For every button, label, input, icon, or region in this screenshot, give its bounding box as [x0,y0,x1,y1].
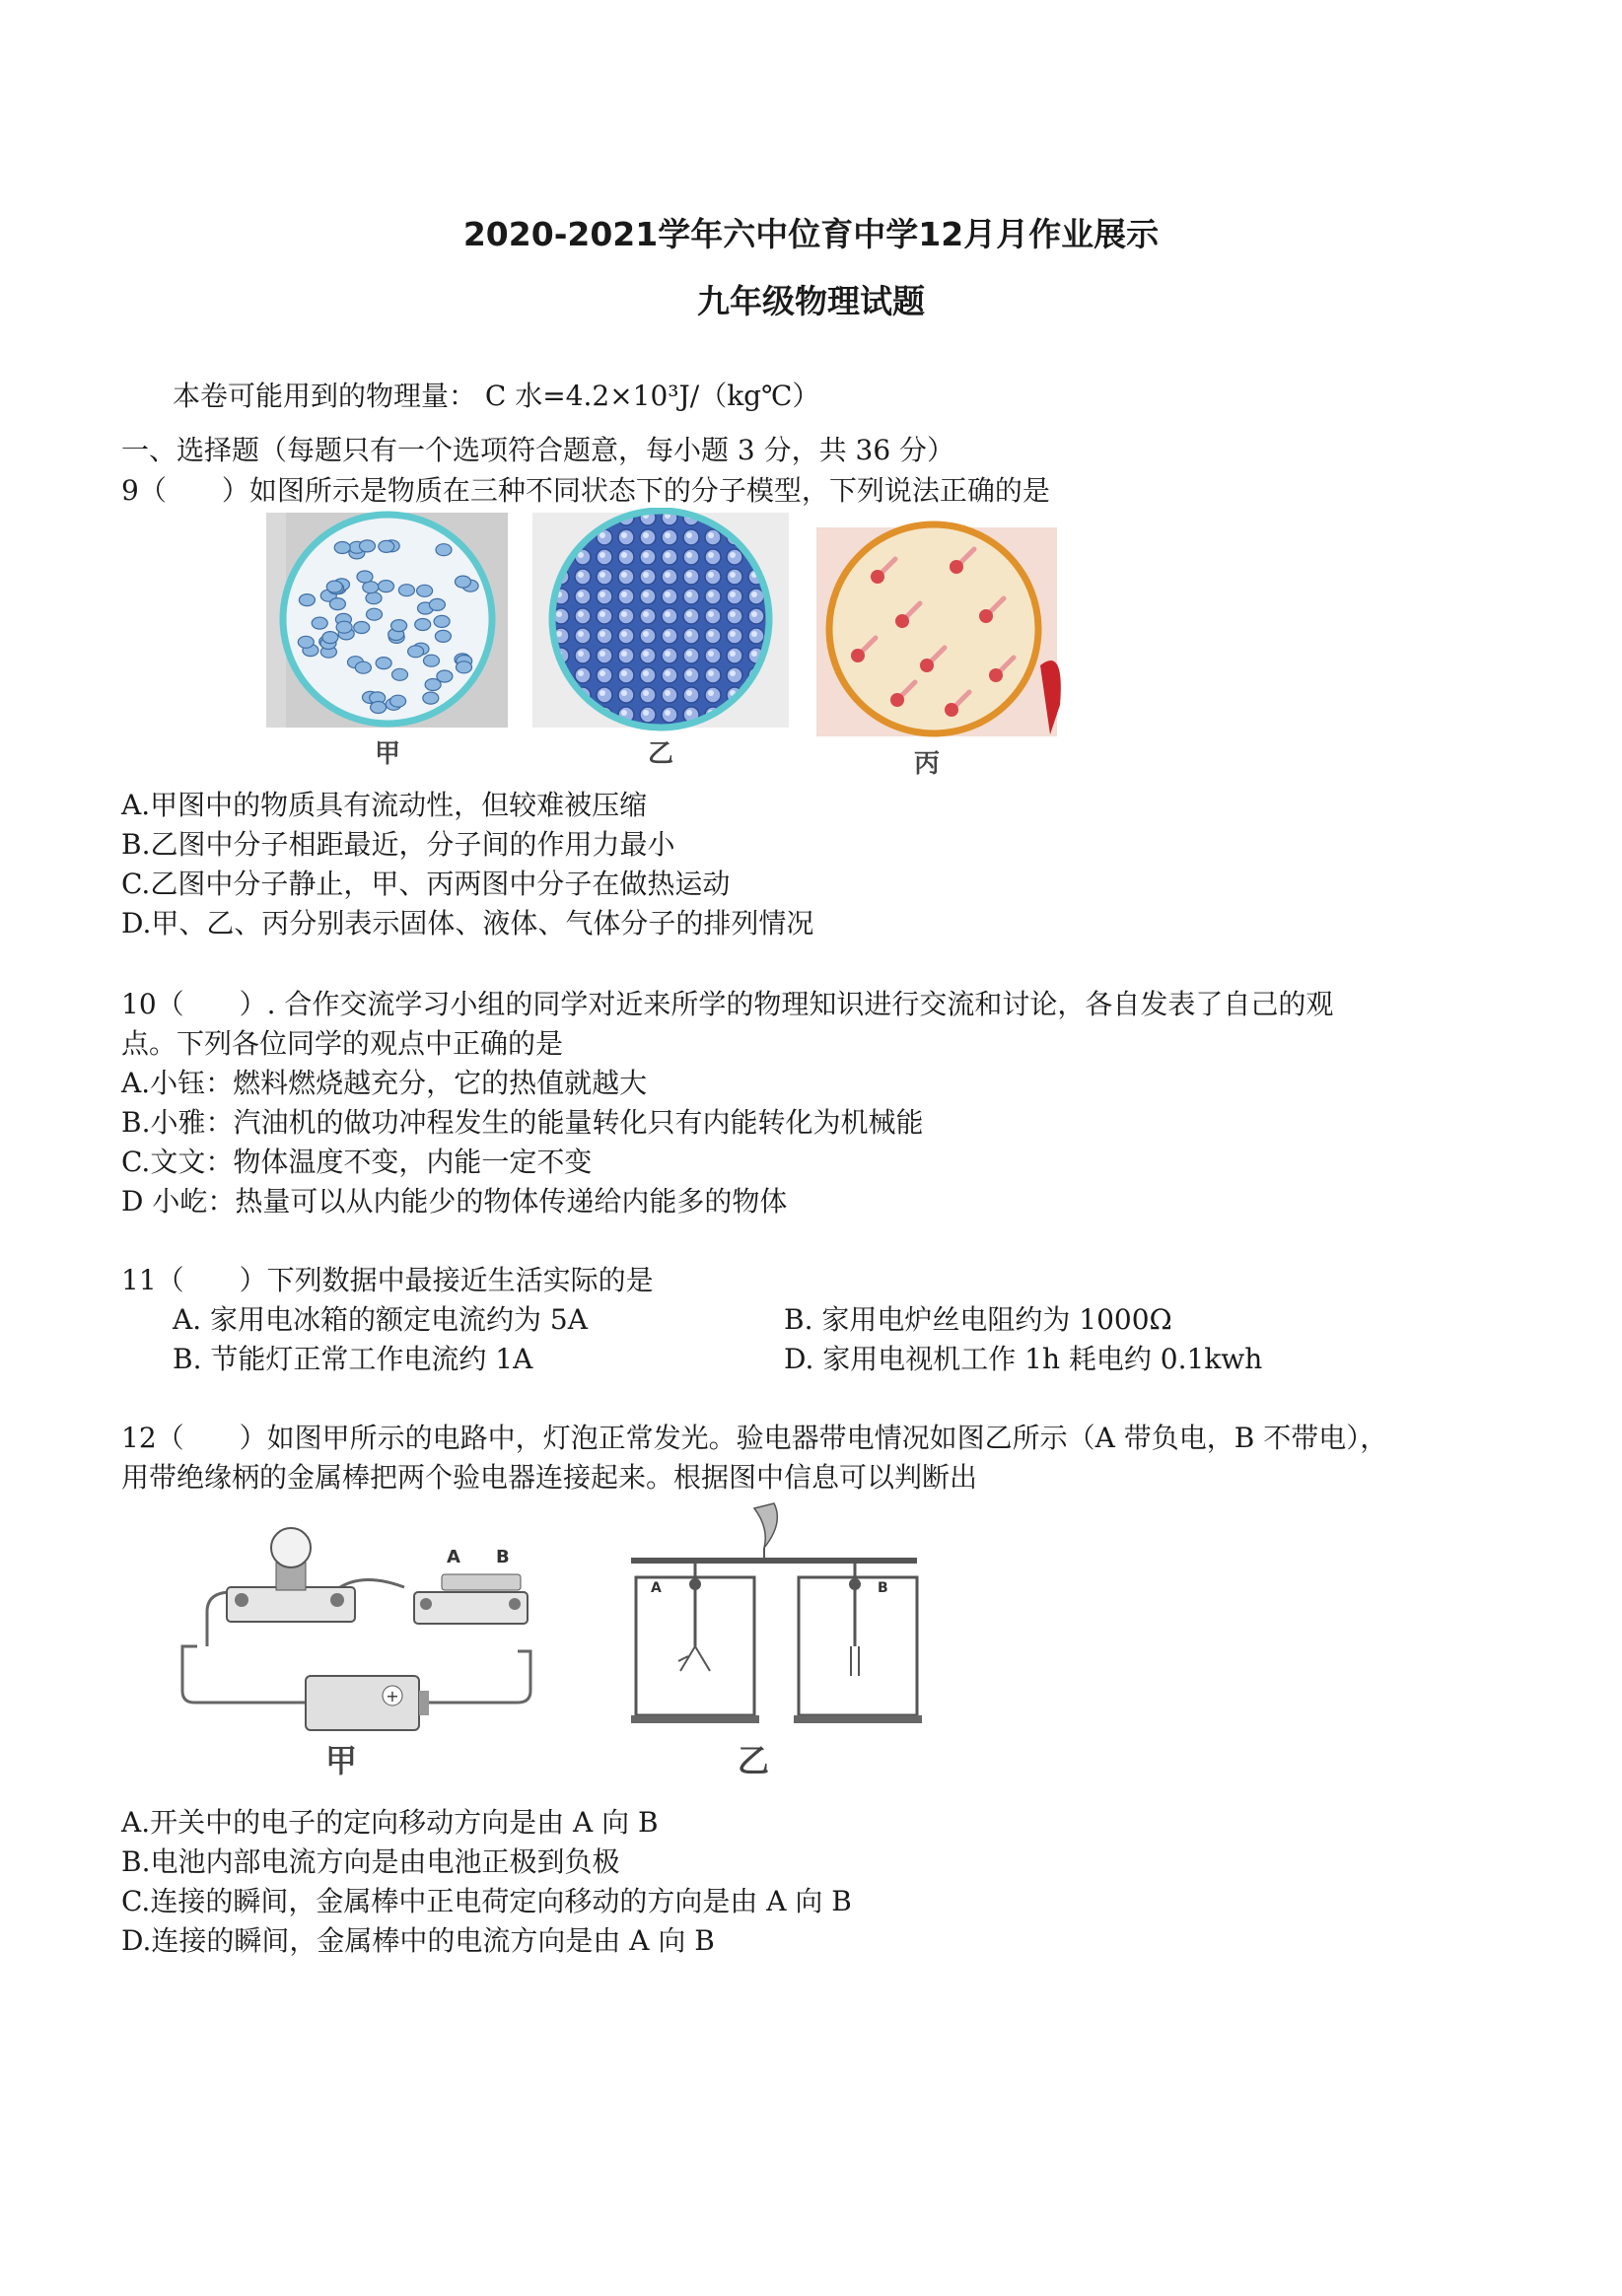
question-11-stem: 11（ ）下列数据中最接近生活实际的是 [121,1264,654,1296]
figure-bing [816,524,1061,779]
solid-molecule [456,576,471,588]
battery [306,1676,419,1730]
question-12-stem-line1: 12（ ）如图甲所示的电路中，灯泡正常发光。验电器带电情况如图乙所示（A 带负电，B 不带电）， [121,1422,1388,1454]
question-10-stem-line2: 点。下列各位同学的观点中正确的是 [121,1027,564,1060]
solid-molecule [398,585,414,596]
q12-option-c: C.连接的瞬间，金属棒中正电荷定向移动的方向是由 A 向 B [121,1885,852,1917]
constant-note: 本卷可能用到的物理量： C 水=4.2×10³J/（kg℃） [173,380,820,412]
gas-particle [950,560,963,574]
solid-molecule [355,661,371,673]
q12-option-d: D.连接的瞬间，金属棒中的电流方向是由 A 向 B [121,1924,715,1957]
q10-option-c: C.文文：物体温度不变，内能一定不变 [121,1146,593,1178]
q10-option-a: A.小钰：燃料燃烧越充分，它的热值就越大 [121,1067,648,1099]
page-title: 2020-2021学年六中位育中学12月月作业展示 [462,215,1160,253]
solid-molecule [435,630,451,642]
q11-option-b: B. 家用电炉丝电阻约为 1000Ω [784,1303,1172,1336]
solid-molecule [371,702,387,714]
section-heading: 一、选择题（每题只有一个选项符合题意，每小题 3 分，共 36 分） [121,434,955,466]
question-10-stem-line1: 10（ ）. 合作交流学习小组的同学对近来所学的物理知识进行交流和讨论，各自发表了自己的观 [121,988,1334,1020]
switch-label-b: B [496,1547,510,1567]
solid-molecule [299,594,315,606]
page-subtitle: 九年级物理试题 [697,282,925,320]
liquid-circle [552,511,769,728]
question-9-stem: 9（ ）如图所示是物质在三种不同状态下的分子模型，下列说法正确的是 [121,474,1050,507]
solid-molecule [424,655,440,666]
solid-molecule [354,622,370,634]
fig-label-jia: 甲 [374,739,401,769]
solid-molecule [379,540,394,552]
q12-option-b: B.电池内部电流方向是由电池正极到负极 [121,1845,620,1878]
figure-yi [532,511,789,769]
q11-option-d: D. 家用电视机工作 1h 耗电约 0.1kwh [784,1343,1263,1375]
solid-molecule [329,598,345,610]
solid-molecule [334,542,350,554]
solid-molecule [429,598,445,610]
electroscope-label-a: A [651,1580,662,1596]
solid-molecule [392,668,408,680]
solid-molecule [437,670,453,682]
fig-label-electroscope: 乙 [738,1742,770,1779]
gas-particle [979,609,993,623]
switch-label-a: A [447,1547,460,1567]
solid-molecule [423,692,439,704]
metal-rod [631,1558,917,1564]
solid-molecule [390,695,406,707]
q9-option-a: A.甲图中的物质具有流动性，但较难被压缩 [121,789,648,821]
solid-molecule [434,615,450,627]
solid-molecule [336,621,352,633]
solid-molecule [391,620,407,632]
gas-particle [920,659,934,672]
q9-option-c: C.乙图中分子静止，甲、丙两图中分子在做热运动 [121,868,731,900]
solid-molecule [408,646,424,658]
bulb-icon [271,1528,311,1567]
gas-particle [895,614,909,628]
solid-molecule [415,619,431,631]
figure-jia [266,513,508,769]
solid-molecule [379,581,394,592]
q10-option-b: B.小雅：汽油机的做功冲程发生的能量转化只有内能转化为机械能 [121,1106,924,1139]
battery-plus-icon: + [386,1687,399,1705]
insulated-handle [754,1503,777,1548]
solid-molecule [326,581,342,592]
q9-option-b: B.乙图中分子相距最近，分子间的作用力最小 [121,828,675,861]
q12-figures [168,1494,927,1779]
solid-molecule [357,571,373,583]
circuit-figure [182,1528,530,1779]
gas-particle [945,703,958,717]
solid-molecule [367,608,383,620]
q10-option-d: D 小屹：热量可以从内能少的物体传递给内能多的物体 [121,1185,788,1218]
fig-label-bing: 丙 [913,749,941,779]
q9-option-d: D.甲、乙、丙分别表示固体、液体、气体分子的排列情况 [121,907,814,939]
fig-label-circuit: 甲 [325,1742,358,1779]
solid-molecule [298,636,314,648]
q12-option-a: A.开关中的电子的定向移动方向是由 A 向 B [121,1806,659,1839]
solid-molecule [312,617,327,629]
electroscope-label-b: B [878,1580,888,1596]
electroscope-figure [631,1503,922,1779]
solid-molecule [457,661,472,673]
solid-molecule [360,540,376,552]
q11-option-b2: B. 节能灯正常工作电流约 1A [173,1343,533,1375]
gas-circle [829,524,1038,733]
question-12-stem-line2: 用带绝缘柄的金属棒把两个验电器连接起来。根据图中信息可以判断出 [121,1461,978,1494]
solid-molecule [366,592,382,604]
solid-molecule [322,632,338,644]
solid-molecule [376,658,391,669]
solid-molecule [436,544,452,556]
gas-particle [871,570,884,584]
fig-label-yi: 乙 [647,739,674,769]
solid-molecule [417,585,433,596]
q9-molecule-figures [247,508,1075,779]
gas-particle [851,649,865,662]
q11-option-a: A. 家用电冰箱的额定电流约为 5A [173,1303,588,1336]
gas-particle [890,693,904,707]
gas-particle [989,668,1003,682]
